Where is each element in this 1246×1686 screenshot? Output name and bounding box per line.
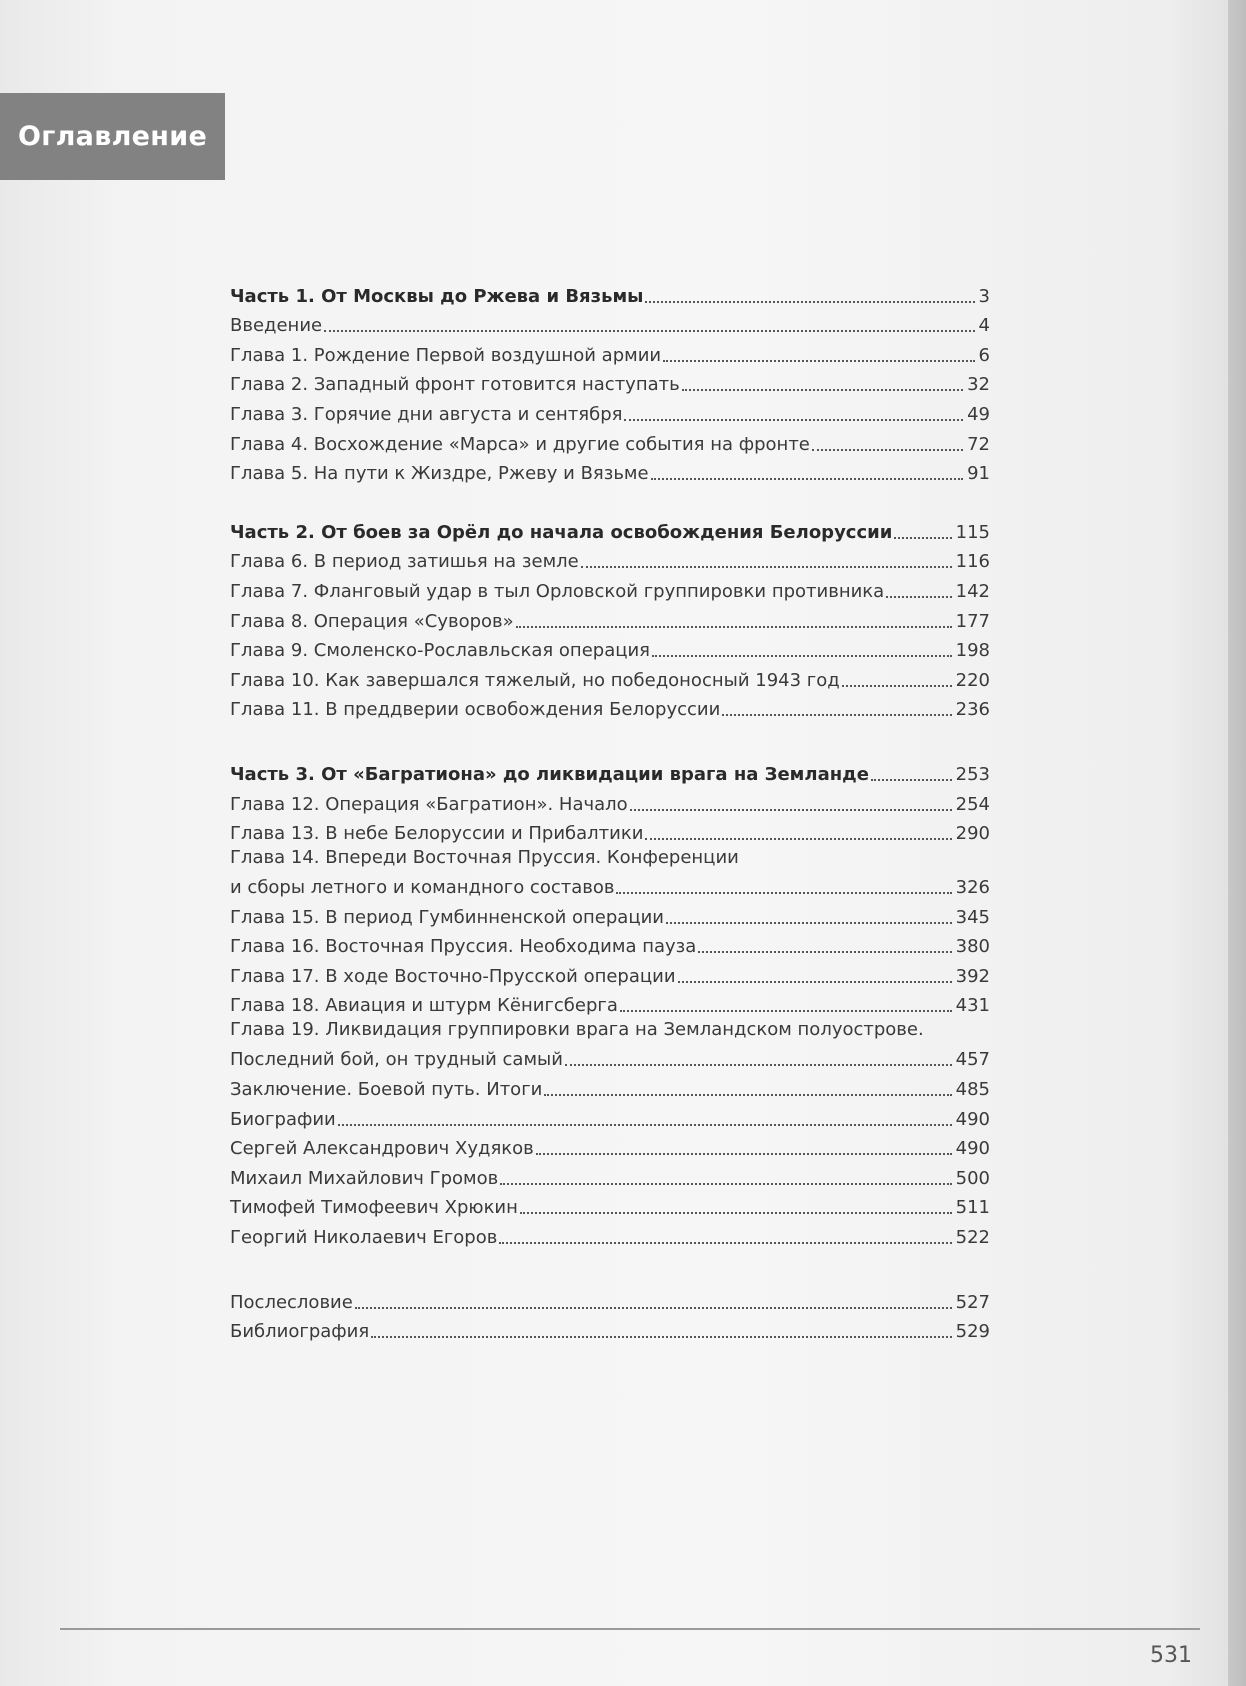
toc-entry-title: Биографии: [230, 1108, 336, 1130]
dot-leader: [581, 566, 952, 568]
toc-entry-title: Сергей Александрович Худяков: [230, 1138, 534, 1160]
dot-leader: [722, 714, 951, 716]
toc-row[interactable]: [230, 958, 990, 988]
toc-page-number: 431: [955, 995, 990, 1017]
toc-row[interactable]: [230, 1071, 990, 1101]
toc-entry-title: Последний бой, он трудный самый: [230, 1049, 563, 1071]
toc-entry-title: Глава 6. В период затишья на земле: [230, 551, 579, 573]
toc-entry-title: Глава 17. В ходе Восточно-Прусской операции: [230, 965, 676, 987]
toc-entry-title: Михаил Михайлович Громов: [230, 1167, 499, 1189]
dot-leader: [520, 1212, 952, 1214]
dot-leader: [682, 389, 963, 391]
toc-entry-line-1: Глава 14. Впереди Восточная Пруссия. Конференции: [230, 847, 739, 869]
toc-entry-title: Глава 1. Рождение Первой воздушной армии: [230, 344, 662, 366]
toc-row[interactable]: [230, 1284, 990, 1314]
toc-entry-title: Георгий Николаевич Егоров: [230, 1227, 498, 1249]
toc-row[interactable]: [230, 662, 990, 692]
dot-leader: [544, 1094, 951, 1096]
toc-page-number: 490: [955, 1108, 990, 1130]
toc-entry-title: Введение: [230, 315, 323, 337]
toc-entry-title: Послесловие: [230, 1291, 353, 1313]
toc-row[interactable]: [230, 1219, 990, 1249]
toc-entry-title: Глава 13. В небе Белоруссии и Прибалтики: [230, 823, 644, 845]
toc-row[interactable]: [230, 1190, 990, 1220]
toc-row[interactable]: [230, 1131, 990, 1161]
toc-row[interactable]: [230, 988, 990, 1018]
toc-page-number: 511: [955, 1197, 990, 1219]
toc-part-row[interactable]: [230, 278, 990, 308]
toc-row[interactable]: [230, 899, 990, 929]
dot-leader: [500, 1183, 951, 1185]
toc-row[interactable]: [230, 426, 990, 456]
toc-page-number: 522: [955, 1227, 990, 1249]
toc-row[interactable]: [230, 1160, 990, 1190]
dot-leader: [355, 1307, 952, 1309]
toc-entry-title: Библиография: [230, 1321, 370, 1343]
toc-page-number: 253: [955, 763, 990, 785]
dot-leader: [645, 301, 974, 303]
toc-row[interactable]: [230, 456, 990, 486]
toc-page-number: 4: [978, 315, 990, 337]
toc-row[interactable]: [230, 1314, 990, 1344]
page-number: 531: [1150, 1643, 1192, 1668]
toc-row[interactable]: [230, 929, 990, 959]
toc-part-row[interactable]: [230, 756, 990, 786]
toc-entry-line-2: [230, 1043, 990, 1071]
dot-leader: [565, 1064, 952, 1066]
dot-leader: [499, 1242, 951, 1244]
dot-leader: [666, 922, 952, 924]
contents-heading-tab: [0, 93, 225, 180]
toc-page-number: 457: [955, 1049, 990, 1071]
toc-row[interactable]: [230, 308, 990, 338]
toc-page-number: 345: [955, 906, 990, 928]
toc-page-number: 529: [955, 1321, 990, 1343]
toc-entry-line-2: [230, 871, 990, 899]
toc-page-number: 32: [967, 374, 990, 396]
toc-entry-title: Глава 16. Восточная Пруссия. Необходима пауза: [230, 936, 697, 958]
toc-page-number: 290: [955, 823, 990, 845]
toc-page-number: 500: [955, 1167, 990, 1189]
dot-leader: [536, 1153, 952, 1155]
toc-page-number: 3: [978, 285, 990, 307]
toc-entry-title: Часть 1. От Москвы до Ржева и Вязьмы: [230, 285, 644, 307]
footer-rule: [60, 1628, 1200, 1630]
toc-page-number: 198: [955, 640, 990, 662]
toc-page-number: 220: [955, 669, 990, 691]
toc-page-number: 490: [955, 1138, 990, 1160]
toc-entry-title: Часть 2. От боев за Орёл до начала освобождения Белоруссии: [230, 521, 893, 543]
toc-page-number: 254: [955, 793, 990, 815]
toc-entry-title: Глава 3. Горячие дни августа и сентября: [230, 403, 623, 425]
toc-row[interactable]: [230, 786, 990, 816]
toc-page-number: 116: [955, 551, 990, 573]
dot-leader: [886, 596, 951, 598]
toc-page-number: 177: [955, 610, 990, 632]
toc-row[interactable]: [230, 816, 990, 846]
dot-leader: [324, 330, 974, 332]
dot-leader: [894, 537, 951, 539]
toc-page-number: 6: [978, 344, 990, 366]
toc-entry-line-1: Глава 19. Ликвидация группировки врага на Земландском полуострове.: [230, 1019, 924, 1041]
toc-page-number: 326: [955, 877, 990, 899]
toc-row[interactable]: [230, 1017, 990, 1071]
toc-entry-title: Часть 3. От «Багратиона» до ликвидации врага на Земланде: [230, 763, 869, 785]
toc-entry-title: Глава 2. Западный фронт готовится наступать: [230, 374, 680, 396]
toc-entry-title: Тимофей Тимофеевич Хрюкин: [230, 1197, 518, 1219]
dot-leader: [652, 655, 952, 657]
toc-row[interactable]: [230, 544, 990, 574]
table-of-contents: [230, 278, 990, 1343]
toc-page-number: 72: [967, 433, 990, 455]
dot-leader: [663, 360, 974, 362]
toc-entry-title: Глава 9. Смоленско-Рославльская операция: [230, 640, 651, 662]
page-edge: [1228, 0, 1246, 1686]
toc-row[interactable]: [230, 603, 990, 633]
contents-heading: Оглавление: [17, 121, 208, 152]
toc-row[interactable]: [230, 1101, 990, 1131]
toc-row[interactable]: [230, 633, 990, 663]
dot-leader: [645, 838, 951, 840]
dot-leader: [812, 449, 963, 451]
toc-entry-title: Глава 8. Операция «Суворов»: [230, 610, 514, 632]
toc-row[interactable]: [230, 573, 990, 603]
toc-entry-title: Глава 15. В период Гумбинненской операции: [230, 906, 664, 928]
toc-entry-title: Глава 5. На пути к Жиздре, Ржеву и Вязьме: [230, 463, 649, 485]
toc-part-row[interactable]: [230, 514, 990, 544]
toc-entry-title: Глава 11. В преддверии освобождения Белоруссии: [230, 699, 721, 721]
dot-leader: [871, 779, 952, 781]
toc-page-number: 236: [955, 699, 990, 721]
toc-page-number: 485: [955, 1079, 990, 1101]
dot-leader: [678, 981, 952, 983]
toc-entry-title: Заключение. Боевой путь. Итоги: [230, 1079, 543, 1101]
toc-page-number: 142: [955, 580, 990, 602]
toc-row[interactable]: [230, 367, 990, 397]
toc-entry-title: Глава 7. Фланговый удар в тыл Орловской группировки противника: [230, 580, 885, 602]
dot-leader: [630, 809, 952, 811]
dot-leader: [651, 478, 964, 480]
toc-row[interactable]: [230, 692, 990, 722]
toc-entry-title: Глава 18. Авиация и штурм Кёнигсберга: [230, 995, 618, 1017]
toc-page-number: 392: [955, 965, 990, 987]
dot-leader: [616, 892, 951, 894]
toc-entry-title: Глава 4. Восхождение «Марса» и другие события на фронте: [230, 433, 810, 455]
toc-entry-title: Глава 12. Операция «Багратион». Начало: [230, 793, 628, 815]
toc-row[interactable]: [230, 396, 990, 426]
toc-page-number: 527: [955, 1291, 990, 1313]
dot-leader: [620, 1010, 952, 1012]
toc-entry-title: Глава 10. Как завершался тяжелый, но победоносный 1943 год: [230, 669, 840, 691]
toc-page-number: 91: [967, 463, 990, 485]
dot-leader: [842, 685, 952, 687]
dot-leader: [516, 626, 952, 628]
toc-page-number: 380: [955, 936, 990, 958]
dot-leader: [371, 1336, 951, 1338]
dot-leader: [698, 951, 951, 953]
toc-entry-title: и сборы летного и командного составов: [230, 877, 615, 899]
toc-row[interactable]: [230, 845, 990, 899]
dot-leader: [624, 419, 963, 421]
dot-leader: [338, 1124, 952, 1126]
toc-row[interactable]: [230, 337, 990, 367]
toc-page-number: 49: [967, 403, 990, 425]
toc-page-number: 115: [955, 521, 990, 543]
